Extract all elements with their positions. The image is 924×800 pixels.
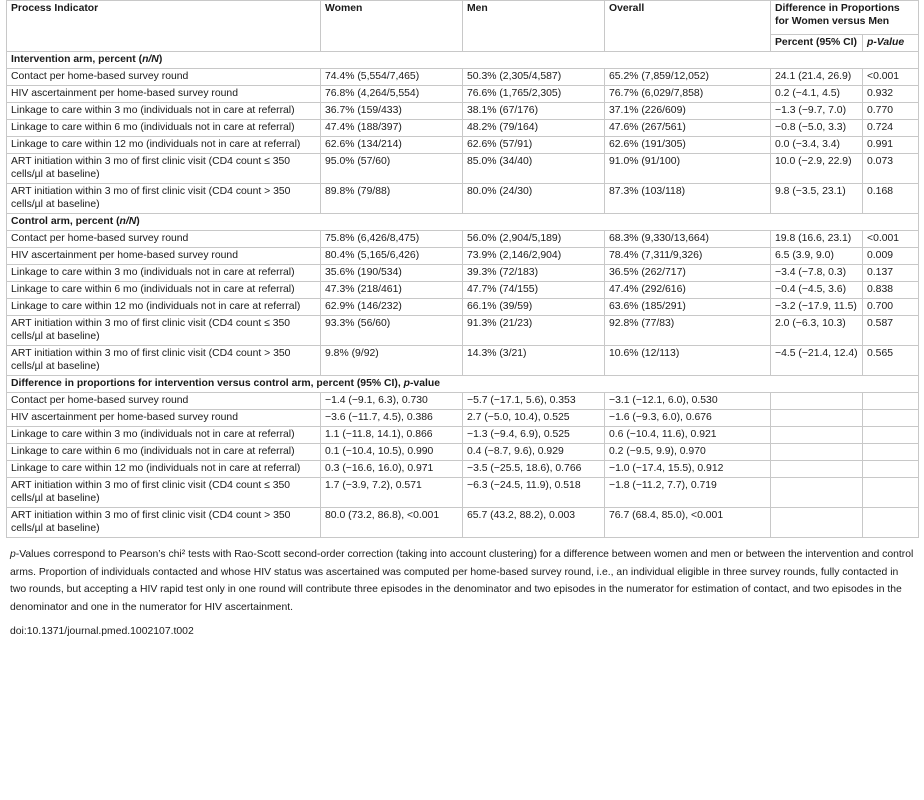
table-row <box>7 184 919 214</box>
cell-percent: 9.8 (−3.5, 23.1) <box>771 184 863 214</box>
cell-overall: 92.8% (77/83) <box>605 316 771 346</box>
cell-men: −1.3 (−9.4, 6.9), 0.525 <box>463 427 605 444</box>
table-row <box>7 299 919 316</box>
cell-overall: 65.2% (7,859/12,052) <box>605 69 771 86</box>
cell-overall: 47.6% (267/561) <box>605 120 771 137</box>
cell-overall: 63.6% (185/291) <box>605 299 771 316</box>
footnote-text: -Values correspond to Pearson’s chi² tests with Rao-Scott second-order correction (taking into account clustering) for a difference between women and men or between the intervention and control arms. Proportion of individuals contacted and whose HIV status was ascertained was computed per home-based survey round, i.e., an individual eligible in three survey rounds, fully contacted in two rounds, but accepting a HIV rapid test only in one round will contribute three episodes in the denominator and two episodes in the numerator for estimation of contact, and two episodes in the denominator and one in the numerator for HIV ascertainment. <box>10 549 914 613</box>
section-header <box>7 214 919 231</box>
header-women: Women <box>321 1 463 52</box>
cell-percent: 0.2 (−4.1, 4.5) <box>771 86 863 103</box>
cell-indicator: ART initiation within 3 mo of first clinic visit (CD4 count ≤ 350 cells/µl at baseline) <box>7 478 321 508</box>
table-row <box>7 103 919 120</box>
table-row <box>7 154 919 184</box>
table-row <box>7 316 919 346</box>
table-row <box>7 265 919 282</box>
cell-men: 50.3% (2,305/4,587) <box>463 69 605 86</box>
cell-men: 80.0% (24/30) <box>463 184 605 214</box>
section-title-italic: n/N <box>119 216 137 227</box>
cell-women: 95.0% (57/60) <box>321 154 463 184</box>
section-title-suffix: ) <box>158 54 163 65</box>
cell-p <box>863 444 919 461</box>
cell-women: 9.8% (9/92) <box>321 346 463 376</box>
table-row <box>7 461 919 478</box>
cell-indicator: HIV ascertainment per home-based survey round <box>7 248 321 265</box>
cell-men: 85.0% (34/40) <box>463 154 605 184</box>
cell-indicator: Contact per home-based survey round <box>7 69 321 86</box>
cell-indicator: HIV ascertainment per home-based survey round <box>7 410 321 427</box>
section-header <box>7 376 919 393</box>
section-title <box>7 376 919 393</box>
cell-men: 48.2% (79/164) <box>463 120 605 137</box>
cell-women: 47.3% (218/461) <box>321 282 463 299</box>
cell-indicator: Contact per home-based survey round <box>7 231 321 248</box>
cell-percent: −1.3 (−9.7, 7.0) <box>771 103 863 120</box>
cell-overall: 0.6 (−10.4, 11.6), 0.921 <box>605 427 771 444</box>
table-row <box>7 282 919 299</box>
cell-men: 62.6% (57/91) <box>463 137 605 154</box>
cell-overall: 91.0% (91/100) <box>605 154 771 184</box>
table-body <box>7 52 919 538</box>
cell-p: 0.073 <box>863 154 919 184</box>
cell-men: −5.7 (−17.1, 5.6), 0.353 <box>463 393 605 410</box>
cell-p <box>863 410 919 427</box>
table-row <box>7 69 919 86</box>
cell-p: <0.001 <box>863 69 919 86</box>
cell-indicator: Linkage to care within 12 mo (individuals not in care at referral) <box>7 137 321 154</box>
cell-women: 35.6% (190/534) <box>321 265 463 282</box>
header-p-value-text: p-Value <box>867 37 905 48</box>
cell-overall: 47.4% (292/616) <box>605 282 771 299</box>
cell-women: −3.6 (−11.7, 4.5), 0.386 <box>321 410 463 427</box>
results-table <box>6 0 919 538</box>
cell-overall: −3.1 (−12.1, 6.0), 0.530 <box>605 393 771 410</box>
cell-percent: 0.0 (−3.4, 3.4) <box>771 137 863 154</box>
cell-p <box>863 461 919 478</box>
cell-p: 0.724 <box>863 120 919 137</box>
cell-men: 65.7 (43.2, 88.2), 0.003 <box>463 508 605 538</box>
cell-p: 0.168 <box>863 184 919 214</box>
cell-percent: 10.0 (−2.9, 22.9) <box>771 154 863 184</box>
header-percent-ci: Percent (95% CI) <box>771 35 863 52</box>
cell-men: 47.7% (74/155) <box>463 282 605 299</box>
cell-percent <box>771 508 863 538</box>
cell-indicator: Linkage to care within 3 mo (individuals not in care at referral) <box>7 427 321 444</box>
cell-percent <box>771 478 863 508</box>
table-row <box>7 393 919 410</box>
cell-men: 76.6% (1,765/2,305) <box>463 86 605 103</box>
table-row <box>7 508 919 538</box>
cell-percent <box>771 461 863 478</box>
cell-women: 75.8% (6,426/8,475) <box>321 231 463 248</box>
cell-indicator: HIV ascertainment per home-based survey round <box>7 86 321 103</box>
cell-overall: 76.7% (6,029/7,858) <box>605 86 771 103</box>
cell-indicator: Linkage to care within 6 mo (individuals not in care at referral) <box>7 120 321 137</box>
section-title-italic: n/N <box>142 54 159 65</box>
cell-indicator: Linkage to care within 3 mo (individuals not in care at referral) <box>7 265 321 282</box>
cell-indicator: Linkage to care within 6 mo (individuals not in care at referral) <box>7 444 321 461</box>
cell-p: <0.001 <box>863 231 919 248</box>
table-row <box>7 478 919 508</box>
footnote-p: p <box>10 549 16 560</box>
table-row <box>7 120 919 137</box>
cell-overall: −1.6 (−9.3, 6.0), 0.676 <box>605 410 771 427</box>
cell-p: 0.932 <box>863 86 919 103</box>
cell-women: 80.4% (5,165/6,426) <box>321 248 463 265</box>
cell-overall: 78.4% (7,311/9,326) <box>605 248 771 265</box>
section-title-suffix: ) <box>136 216 140 227</box>
cell-women: 62.6% (134/214) <box>321 137 463 154</box>
section-title-suffix: -value <box>409 378 440 389</box>
cell-p: 0.137 <box>863 265 919 282</box>
section-title <box>7 214 919 231</box>
cell-men: −6.3 (−24.5, 11.9), 0.518 <box>463 478 605 508</box>
cell-percent: −0.8 (−5.0, 3.3) <box>771 120 863 137</box>
cell-percent: −3.2 (−17.9, 11.5) <box>771 299 863 316</box>
cell-overall: 37.1% (226/609) <box>605 103 771 120</box>
cell-men: 38.1% (67/176) <box>463 103 605 120</box>
cell-percent: 6.5 (3.9, 9.0) <box>771 248 863 265</box>
cell-p: 0.770 <box>863 103 919 120</box>
cell-percent: 24.1 (21.4, 26.9) <box>771 69 863 86</box>
cell-p <box>863 427 919 444</box>
cell-percent: −4.5 (−21.4, 12.4) <box>771 346 863 376</box>
cell-women: 76.8% (4,264/5,554) <box>321 86 463 103</box>
cell-men: −3.5 (−25.5, 18.6), 0.766 <box>463 461 605 478</box>
cell-percent <box>771 410 863 427</box>
cell-p: 0.587 <box>863 316 919 346</box>
cell-women: 93.3% (56/60) <box>321 316 463 346</box>
cell-p: 0.838 <box>863 282 919 299</box>
doi: doi:10.1371/journal.pmed.1002107.t002 <box>10 626 194 637</box>
section-title-italic: p <box>403 378 410 389</box>
table-row <box>7 137 919 154</box>
header-p-value <box>863 35 919 52</box>
cell-women: 1.7 (−3.9, 7.2), 0.571 <box>321 478 463 508</box>
header-overall: Overall <box>605 1 771 52</box>
cell-women: 36.7% (159/433) <box>321 103 463 120</box>
cell-women: 47.4% (188/397) <box>321 120 463 137</box>
cell-p: 0.009 <box>863 248 919 265</box>
cell-men: 73.9% (2,146/2,904) <box>463 248 605 265</box>
section-title-text: Intervention arm, percent ( <box>11 54 143 65</box>
cell-overall: 0.2 (−9.5, 9.9), 0.970 <box>605 444 771 461</box>
section-title-text: Difference in proportions for intervention versus control arm, percent (95% CI), <box>11 378 404 389</box>
cell-indicator: ART initiation within 3 mo of first clinic visit (CD4 count > 350 cells/µl at baseline) <box>7 508 321 538</box>
cell-percent: −0.4 (−4.5, 3.6) <box>771 282 863 299</box>
cell-women: 62.9% (146/232) <box>321 299 463 316</box>
cell-percent <box>771 427 863 444</box>
cell-percent: 2.0 (−6.3, 10.3) <box>771 316 863 346</box>
cell-percent <box>771 393 863 410</box>
section-title <box>7 52 919 69</box>
cell-overall: −1.8 (−11.2, 7.7), 0.719 <box>605 478 771 508</box>
cell-indicator: ART initiation within 3 mo of first clinic visit (CD4 count > 350 cells/µl at baseline) <box>7 184 321 214</box>
cell-women: 80.0 (73.2, 86.8), <0.001 <box>321 508 463 538</box>
cell-men: 2.7 (−5.0, 10.4), 0.525 <box>463 410 605 427</box>
section-title-text: Control arm, percent ( <box>11 216 120 227</box>
cell-men: 91.3% (21/23) <box>463 316 605 346</box>
cell-indicator: ART initiation within 3 mo of first clinic visit (CD4 count ≤ 350 cells/µl at baseline) <box>7 154 321 184</box>
cell-women: −1.4 (−9.1, 6.3), 0.730 <box>321 393 463 410</box>
cell-women: 0.3 (−16.6, 16.0), 0.971 <box>321 461 463 478</box>
header-difference: Difference in Proportions for Women versus Men <box>771 1 919 35</box>
cell-percent <box>771 444 863 461</box>
cell-overall: 76.7 (68.4, 85.0), <0.001 <box>605 508 771 538</box>
cell-percent: 19.8 (16.6, 23.1) <box>771 231 863 248</box>
cell-men: 66.1% (39/59) <box>463 299 605 316</box>
cell-indicator: Linkage to care within 12 mo (individuals not in care at referral) <box>7 461 321 478</box>
cell-p <box>863 393 919 410</box>
table-row <box>7 427 919 444</box>
cell-p: 0.991 <box>863 137 919 154</box>
cell-women: 89.8% (79/88) <box>321 184 463 214</box>
cell-p <box>863 508 919 538</box>
cell-overall: 62.6% (191/305) <box>605 137 771 154</box>
cell-indicator: ART initiation within 3 mo of first clinic visit (CD4 count > 350 cells/µl at baseline) <box>7 346 321 376</box>
header-process-indicator: Process Indicator <box>7 1 321 52</box>
cell-p: 0.700 <box>863 299 919 316</box>
cell-overall: 87.3% (103/118) <box>605 184 771 214</box>
cell-overall: −1.0 (−17.4, 15.5), 0.912 <box>605 461 771 478</box>
header-men: Men <box>463 1 605 52</box>
cell-women: 0.1 (−10.4, 10.5), 0.990 <box>321 444 463 461</box>
cell-overall: 10.6% (12/113) <box>605 346 771 376</box>
cell-men: 56.0% (2,904/5,189) <box>463 231 605 248</box>
table-row <box>7 444 919 461</box>
cell-overall: 36.5% (262/717) <box>605 265 771 282</box>
cell-indicator: Linkage to care within 3 mo (individuals not in care at referral) <box>7 103 321 120</box>
cell-p: 0.565 <box>863 346 919 376</box>
table-row <box>7 410 919 427</box>
cell-indicator: Contact per home-based survey round <box>7 393 321 410</box>
table-row <box>7 86 919 103</box>
section-header <box>7 52 919 69</box>
cell-indicator: ART initiation within 3 mo of first clinic visit (CD4 count ≤ 350 cells/µl at baseline) <box>7 316 321 346</box>
cell-indicator: Linkage to care within 6 mo (individuals not in care at referral) <box>7 282 321 299</box>
cell-percent: −3.4 (−7.8, 0.3) <box>771 265 863 282</box>
table-footnote <box>10 546 914 616</box>
table-row <box>7 248 919 265</box>
table-row <box>7 346 919 376</box>
cell-men: 39.3% (72/183) <box>463 265 605 282</box>
cell-men: 0.4 (−8.7, 9.6), 0.929 <box>463 444 605 461</box>
table-row <box>7 231 919 248</box>
cell-overall: 68.3% (9,330/13,664) <box>605 231 771 248</box>
cell-indicator: Linkage to care within 12 mo (individuals not in care at referral) <box>7 299 321 316</box>
cell-women: 74.4% (5,554/7,465) <box>321 69 463 86</box>
cell-p <box>863 478 919 508</box>
cell-women: 1.1 (−11.8, 14.1), 0.866 <box>321 427 463 444</box>
cell-men: 14.3% (3/21) <box>463 346 605 376</box>
